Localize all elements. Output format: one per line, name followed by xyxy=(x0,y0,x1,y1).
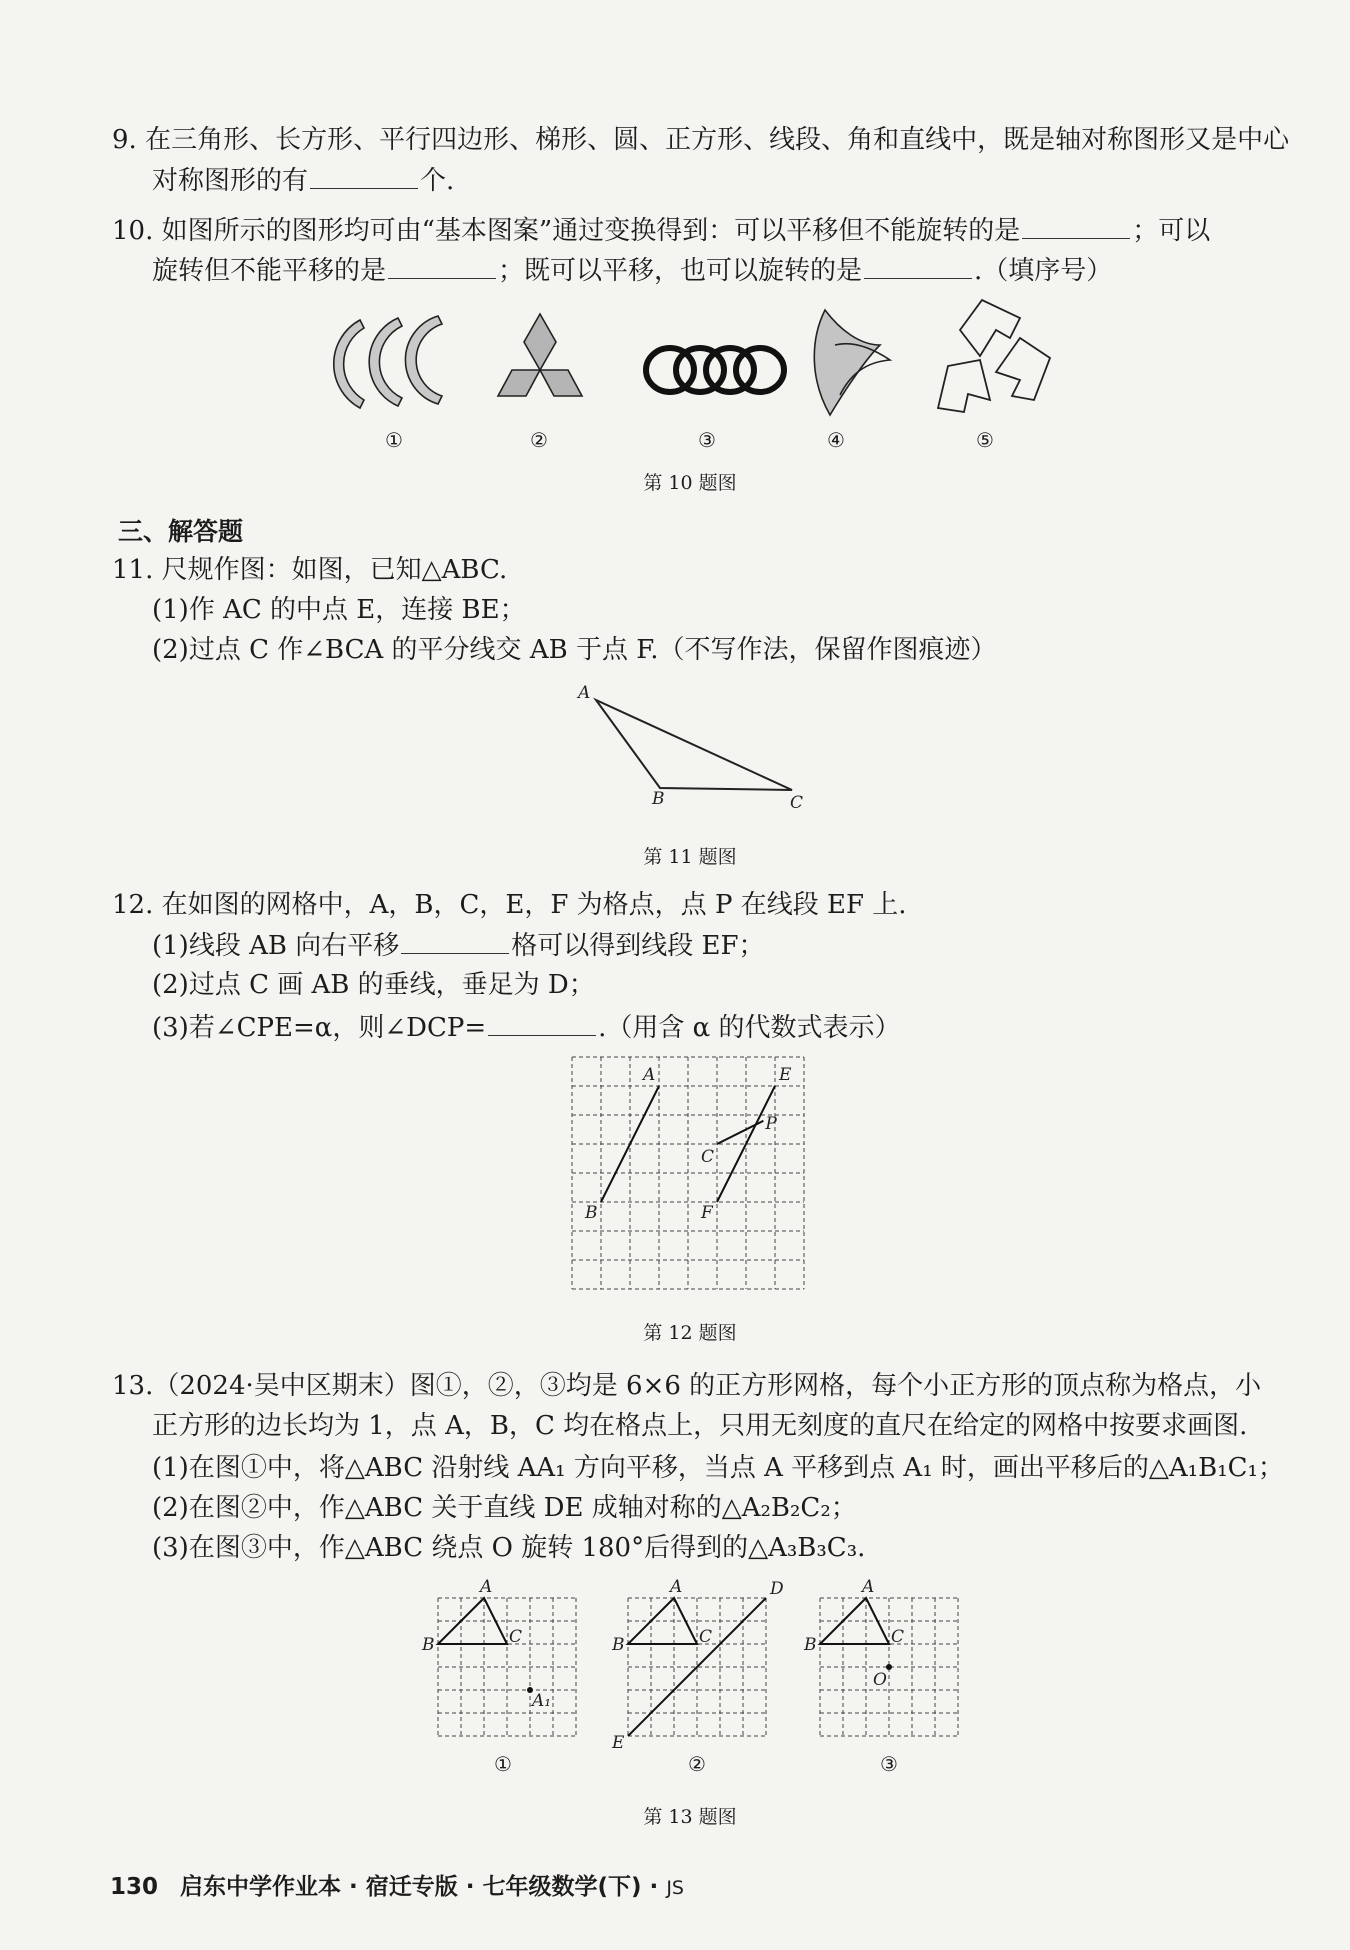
q10-blank2 xyxy=(388,252,496,279)
segment-CP xyxy=(717,1121,763,1144)
q10-line1 xyxy=(112,212,1210,249)
q13-grid-figure-2 xyxy=(608,1577,784,1753)
q10-label-3: ③ xyxy=(698,428,716,452)
q10-blank3 xyxy=(864,252,972,279)
page-footer xyxy=(110,1868,684,1901)
book-title: 启东中学作业本 · 宿迁专版 · 七年级数学(下) · xyxy=(180,1874,659,1900)
q12-line2 xyxy=(152,927,765,964)
recycle-figure xyxy=(938,300,1050,412)
q13f2-point-E: E xyxy=(612,1733,625,1753)
q12-line4-text: (3)若∠CPE=α，则∠DCP= xyxy=(152,1013,487,1043)
q13f3-point-A: A xyxy=(862,1577,875,1597)
q12-line4 xyxy=(152,1009,901,1046)
q12-point-P: P xyxy=(765,1113,777,1134)
q13-label-2: ② xyxy=(688,1752,706,1776)
dashed-grid xyxy=(438,1598,576,1736)
q13-grid-figure-1 xyxy=(418,1578,590,1750)
q12-line2-text: (1)线段 AB 向右平移 xyxy=(152,931,400,961)
q11-caption: 第 11 题图 xyxy=(643,846,737,868)
page-number: 130 xyxy=(110,1874,159,1900)
q13f3-point-C: C xyxy=(891,1627,905,1647)
dashed-grid xyxy=(572,1057,804,1289)
q12-caption: 第 12 题图 xyxy=(643,1322,737,1344)
q12-point-A: A xyxy=(643,1065,656,1085)
q13f2-point-C: C xyxy=(699,1627,713,1647)
q11-line1: 11. 尺规作图：如图，已知△ABC. xyxy=(112,555,508,585)
q12-line3: (2)过点 C 画 AB 的垂线，垂足为 D； xyxy=(152,970,595,1000)
q13f2-point-B: B xyxy=(612,1635,625,1655)
line-DE xyxy=(628,1598,766,1736)
q13-line2: 正方形的边长均为 1，点 A，B，C 均在格点上，只用无刻度的直尺在给定的网格中按要求画图. xyxy=(152,1411,1248,1441)
q13f3-point-B: B xyxy=(804,1635,817,1655)
q13f2-point-D: D xyxy=(770,1579,784,1599)
q11-triangle xyxy=(560,680,820,813)
q12-point-E: E xyxy=(779,1065,792,1085)
diamonds-figure xyxy=(498,314,582,396)
q9-answer-blank xyxy=(310,162,418,189)
q9-line1: 9. 在三角形、长方形、平行四边形、梯形、圆、正方形、线段、角和直线中，既是轴对称图形又是中心 xyxy=(112,125,1290,155)
q11-point-B: B xyxy=(652,789,665,809)
section-heading: 三、解答题 xyxy=(118,517,244,546)
q9-line2-text: 对称图形的有 xyxy=(152,166,309,196)
q13f3-point-O: O xyxy=(873,1670,887,1690)
q13-line4: (2)在图②中，作△ABC 关于直线 DE 成轴对称的△A₂B₂C₂； xyxy=(152,1493,857,1523)
q13f1-point-B: B xyxy=(422,1635,435,1655)
q12-point-B: B xyxy=(585,1203,598,1223)
q12-blank2 xyxy=(488,1009,596,1036)
q13-grid-figure-3 xyxy=(800,1578,972,1750)
q10-label-1: ① xyxy=(385,428,403,452)
q12-point-F: F xyxy=(701,1203,713,1223)
q11-point-A: A xyxy=(578,683,591,703)
q10-line1-end: ；可以 xyxy=(1132,216,1211,246)
q11-line2: (1)作 AC 的中点 E，连接 BE； xyxy=(152,595,526,625)
rings-figure xyxy=(646,348,784,392)
q13-label-1: ① xyxy=(494,1752,512,1776)
q10-label-5: ⑤ xyxy=(976,428,994,452)
q13f2-point-A: A xyxy=(670,1577,683,1597)
q12-blank1 xyxy=(401,927,509,954)
q10-line2-mid: ；既可以平移，也可以旋转的是 xyxy=(498,256,863,286)
q12-line2-end: 格可以得到线段 EF； xyxy=(511,931,765,961)
q9-line2-end: 个. xyxy=(420,166,455,196)
q12-line1: 12. 在如图的网格中，A，B，C，E，F 为格点，点 P 在线段 EF 上. xyxy=(112,890,907,920)
q12-line4-end: .（用含 α 的代数式表示） xyxy=(598,1013,901,1043)
q10-line2 xyxy=(152,252,1112,289)
q10-line2-text: 旋转但不能平移的是 xyxy=(152,256,387,286)
q13-caption: 第 13 题图 xyxy=(643,1806,737,1828)
q13-line1: 13.（2024·吴中区期末）图①，②，③均是 6×6 的正方形网格，每个小正方形的顶点称为格点，小 xyxy=(112,1371,1262,1401)
q11-point-C: C xyxy=(790,793,804,813)
q10-line1-text: 10. 如图所示的图形均可由“基本图案”通过变换得到：可以平移但不能旋转的是 xyxy=(112,216,1021,246)
q10-label-2: ② xyxy=(530,428,548,452)
crescents-figure xyxy=(334,316,442,408)
q10-figures xyxy=(320,300,1060,420)
q13-line5: (3)在图③中，作△ABC 绕点 O 旋转 180°后得到的△A₃B₃C₃. xyxy=(152,1533,866,1563)
q13f1-point-C: C xyxy=(509,1627,523,1647)
q10-label-4: ④ xyxy=(827,428,845,452)
q10-line2-end: .（填序号） xyxy=(974,256,1113,286)
q10-blank1 xyxy=(1022,212,1130,239)
q12-point-C: C xyxy=(701,1147,715,1167)
q13-label-3: ③ xyxy=(880,1752,898,1776)
leaf-figure xyxy=(814,310,890,415)
edition-code: JS xyxy=(666,1877,684,1899)
q10-caption: 第 10 题图 xyxy=(643,472,737,494)
q13f1-point-A: A xyxy=(480,1577,493,1597)
q9-line2 xyxy=(152,162,454,199)
q13-line3: (1)在图①中，将△ABC 沿射线 AA₁ 方向平移，当点 A 平移到点 A₁ 时，画出平移后的△A₁B₁C₁； xyxy=(152,1453,1284,1483)
q13f1-point-A1: A₁ xyxy=(532,1691,552,1711)
q11-line3: (2)过点 C 作∠BCA 的平分线交 AB 于点 F.（不写作法，保留作图痕迹） xyxy=(152,635,997,665)
q12-grid-figure xyxy=(570,1055,810,1295)
